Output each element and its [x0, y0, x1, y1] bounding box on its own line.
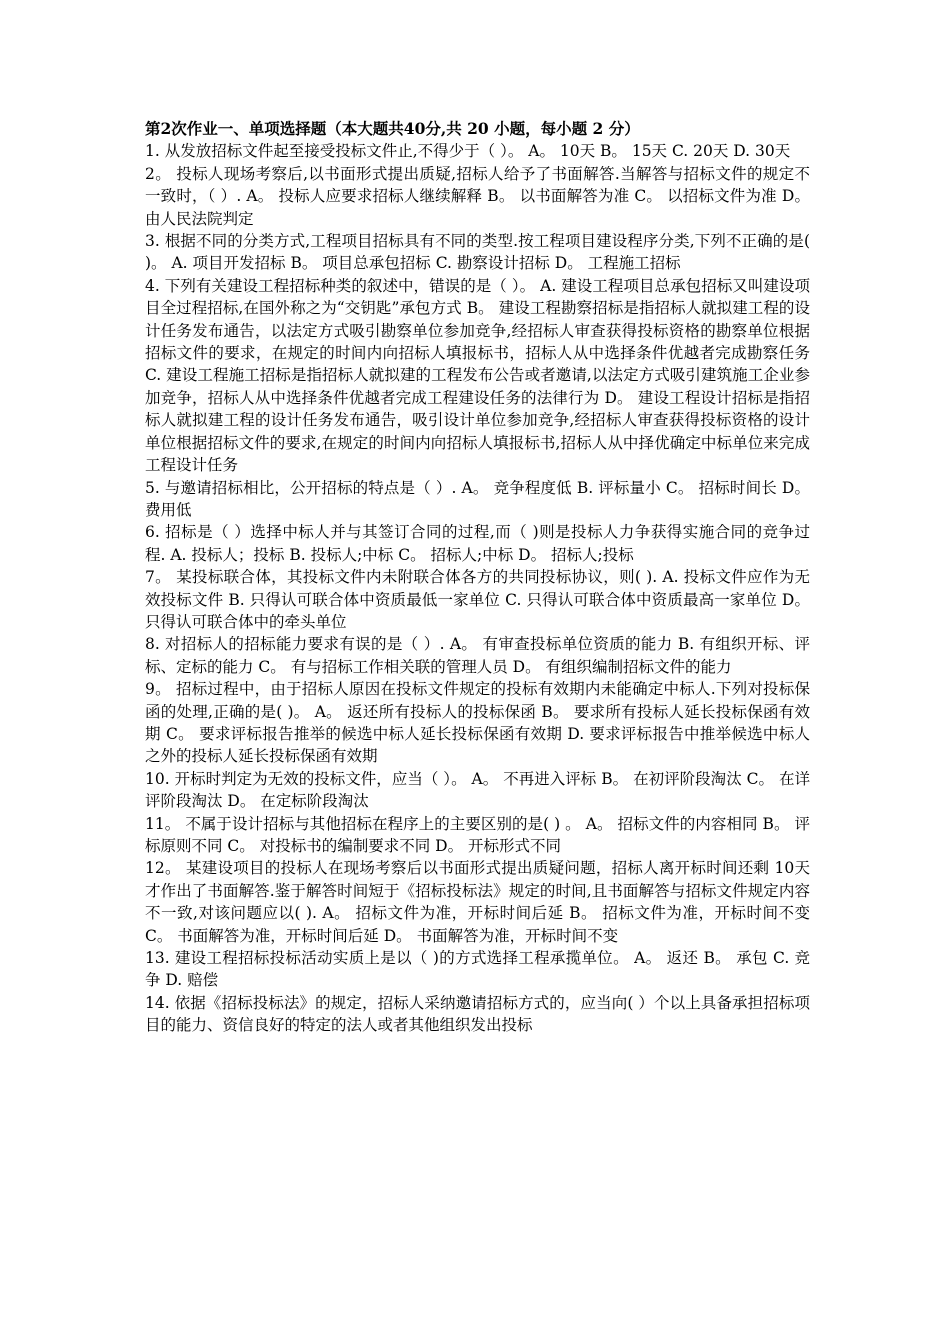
question-13: 13. 建设工程招标投标活动实质上是以（ )的方式选择工程承揽单位。 A。 返还 B。 承包 C. 竞争 D. 赔偿 — [145, 949, 810, 990]
question-9: 9。 招标过程中，由于招标人原因在投标文件规定的投标有效期内未能确定中标人.下列对投标保函的处理,正确的是( )。 A。 返还所有投标人的投标保函 B。 要求所有投标人延长投标保函有效期 C。 要求评标报告推举的候选中标人延长投标保函有效期 D. 要求评标报告中推举候选中标人之外的投标人延长投标保函有效期 — [145, 680, 810, 766]
question-11: 11。 不属于设计招标与其他招标在程序上的主要区别的是( ) 。 A。 招标文件的内容相同 B。 评标原则不同 C。 对投标书的编制要求不同 D。 开标形式不同 — [145, 814, 810, 855]
question-3: 3. 根据不同的分类方式,工程项目招标具有不同的类型.按工程项目建设程序分类,下列不正确的是( )。 A. 项目开发招标 B。 项目总承包招标 C. 勘察设计招标 D。 工程施工招标 — [145, 232, 810, 273]
question-12: 12。 某建设项目的投标人在现场考察后以书面形式提出质疑问题，招标人离开标时间还剩 10天才作出了书面解答.鉴于解答时间短于《招标投标法》规定的时间,且书面解答与招标文件规定内容不一致,对该问题应以( ). A。 招标文件为准，开标时间后延 B。 招标文件为准，开标时间不变 C。 书面解答为准，开标时间后延 D。 书面解答为准，开标时间不变 — [145, 859, 810, 945]
question-7: 7。 某投标联合体，其投标文件内未附联合体各方的共同投标协议，则( ). A. 投标文件应作为无效投标文件 B. 只得认可联合体中资质最低一家单位 C. 只得认可联合体中资质最高一家单位 D。 只得认可联合体中的牵头单位 — [145, 568, 810, 631]
question-6: 6. 招标是（ ）选择中标人并与其签订合同的过程,而（ )则是投标人力争获得实施合同的竞争过程. A. 投标人；投标 B. 投标人;中标 C。 招标人;中标 D。 招标人;投标 — [145, 523, 810, 564]
question-2: 2。 投标人现场考察后,以书面形式提出质疑,招标人给予了书面解答.当解答与招标文件的规定不一致时，（ ）. A。 投标人应要求招标人继续解释 B。 以书面解答为准 C。 以招标文件为准 D。 由人民法院判定 — [145, 164, 810, 228]
assignment-title: 第2次作业一、单项选择题（本大题共40分,共 20 小题，每小题 2 分） — [145, 119, 640, 138]
document-body — [145, 118, 810, 1037]
question-8: 8. 对招标人的招标能力要求有误的是（ ）. A。 有审查投标单位资质的能力 B. 有组织开标、评标、定标的能力 C。 有与招标工作相关联的管理人员 D。 有组织编制招标文件的能力 — [145, 635, 810, 676]
question-5: 5. 与邀请招标相比，公开招标的特点是（ ）. A。 竞争程度低 B. 评标量小 C。 招标时间长 D。 费用低 — [145, 478, 810, 519]
question-1: 1. 从发放招标文件起至接受投标文件止,不得少于（ ）。 A。 10天 B。 15天 C. 20天 D. 30天 — [145, 142, 791, 161]
question-10: 10. 开标时判定为无效的投标文件，应当（ ）。 A。 不再进入评标 B。 在初评阶段淘汰 C。 在详评阶段淘汰 D。 在定标阶段淘汰 — [145, 769, 810, 811]
question-14: 14. 依据《招标投标法》的规定，招标人采纳邀请招标方式的，应当向( ）个以上具备承担招标项目的能力、资信良好的特定的法人或者其他组织发出投标 — [145, 993, 810, 1035]
question-4: 4. 下列有关建设工程招标种类的叙述中，错误的是（ ）。 A. 建设工程项目总承包招标又叫建设项目全过程招标,在国外称之为“交钥匙”承包方式 B。 建设工程勘察招标是指招标人就拟建工程的设计任务发布通告，以法定方式吸引勘察单位参加竞争,经招标人审查获得投标资格的勘察单位根据招标文件的要求，在规定的时间内向招标人填报标书，招标人从中选择条件优越者完成勘察任务 C. 建设工程施工招标是指招标人就拟建的工程发布公告或者邀请,以法定方式吸引建筑施工企业参加竞争，招标人从中选择条件优越者完成工程建设任务的法律行为 D。 建设工程设计招标是指招标人就拟建工程的设计任务发布通告，吸引设计单位参加竞争,经招标人审查获得投标资格的设计单位根据招标文件的要求,在规定的时间内向招标人填报标书,招标人从中择优确定中标单位来完成工程设计任务 — [145, 276, 810, 475]
